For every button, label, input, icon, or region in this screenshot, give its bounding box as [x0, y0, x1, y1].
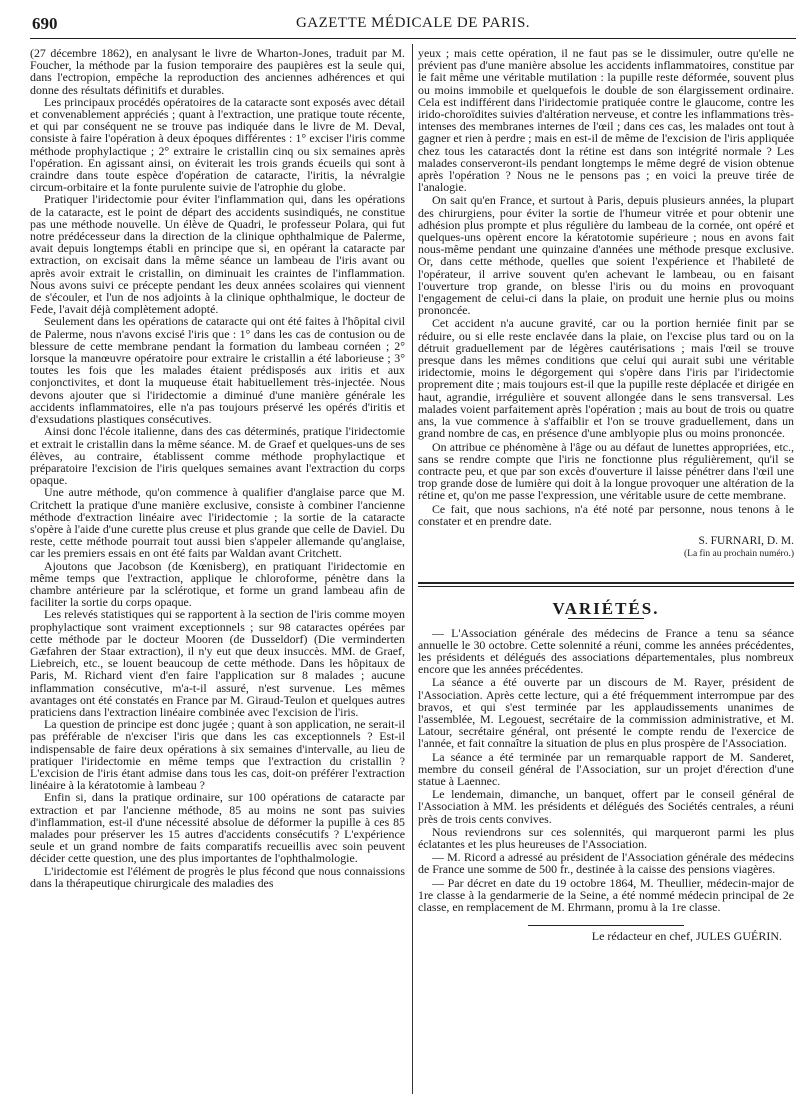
- paragraph: Pratiquer l'iridectomie pour éviter l'inflammation qui, dans les opérations de la cataracte, est le point de départ des accidents susindiqués, ne constitue pas une méthode nouvelle. Un élève de Quadri, le professeur Polara, qui fut notre prédécesseur dans la direction de la clinique ophthalmique de Palerme, avait depuis longtemps établi en principe que si, en opérant la cataracte par extraction, on excisait dans la même séance un lambeau de l'iris avant ou après avoir extrait le cristallin, on diminuait les craintes de l'inflammation. Nous avons suivi ce précepte pendant les deux années scolaires qui viennent de s'écouler, et l'un de nos adjoints à la clinique ophthalmique, le docteur de Fede, l'avait déjà complètement adopté.: [30, 192, 405, 317]
- paragraph: Le lendemain, dimanche, un banquet, offert par le conseil général de l'Association à MM. les présidents et délégués des Sociétés centrales, a réuni près de trois cents convives.: [418, 787, 794, 826]
- paragraph: yeux ; mais cette opération, il ne faut pas se le dissimuler, outre qu'elle ne prévient pas d'une manière absolue les accidents inflammatoires, constitue par le fait même une véritable mutilation : la pupille reste déformée, souvent plus ou moins immobile et quelquefois le double de son élargissement ordinaire. Cela est indifférent dans l'iridectomie pratiquée contre le glaucome, contre les irido-choroïdites suivies d'altération nerveuse, et contre les inflammations très-intenses des membranes internes de l'œil ; dans ces cas, les malades ont tout à gagner et rien à perdre ; mais en est-il de même de l'excision de l'iris appliquée chez tous les cataractés dont la rétine est dans son intégrité normale ? Les malades conserveront-ils pendant longtemps le même degré de vision obtenue après l'opération ? Nous ne le pensons pas ; en voici la preuve tirée de l'analogie.: [418, 47, 794, 195]
- paragraph: Ainsi donc l'école italienne, dans des cas déterminés, pratique l'iridectomie et extrait le cristallin dans la même séance. M. de Graef et quelques-uns de ses élèves, au contraire, établissent comme méthode prophylactique et préparatoire l'excision de l'iris quelques semaines avant l'extraction du corps opaque.: [30, 424, 405, 488]
- paragraph: L'iridectomie est l'élément de progrès le plus fécond que nous connaissions dans la thérapeutique chirurgicale des maladies des: [30, 863, 405, 890]
- paragraph: On sait qu'en France, et surtout à Paris, depuis plusieurs années, la plupart des chirurgiens, pour éviter la sortie de l'humeur vitrée et pour obtenir une adhésion plus prompte et plus régulière du lambeau de la cornée, ont opéré et quelques-uns opèrent encore la kératotomie supérieure ; nous en avons fait nous-même pendant une quinzaine d'années une méthode presque exclusive. Or, dans cette méthode, quelles que soient l'expérience et l'habileté de l'opérateur, il arrive souvent qu'en achevant le lambeau, ou en faisant l'ouverture trop grande, on blesse l'iris ou du moins en provoquant l'engagement de celui-ci dans la plaie, on produit une hernie plus ou moins prononcée.: [418, 193, 794, 318]
- page-header: [30, 14, 796, 39]
- paragraph: Nous reviendrons sur ces solennités, qui marqueront parmi les plus éclatantes et les plus heureuses de l'Association.: [418, 824, 794, 851]
- author-signature: S. FURNARI, D. M.: [698, 534, 794, 547]
- paragraph: — L'Association générale des médecins de France a tenu sa séance annuelle le 30 octobre. Cette solennité a réuni, comme les années précédentes, les présidents et délégués des associations départementales, plus nombreux encore que les années précédentes.: [418, 625, 794, 677]
- paragraph: La séance a été ouverte par un discours de M. Rayer, président de l'Association. Après cette lecture, qui a été fréquemment interrompue par des bravos, et qui s'est terminée par les applaudissements unanimes de l'assemblée, M. Legouest, secrétaire de la commission administrative, et M. Latour, secrétaire général, ont présenté le compte rendu de l'exercice de l'année, et fait connaître la situation de plus en plus prospère de l'Association.: [418, 675, 794, 751]
- paragraph: Cet accident n'a aucune gravité, car ou la portion herniée finit par se réduire, ou si elle reste enclavée dans la plaie, on l'excise plus tard ou on la détruit graduellement par de légères cautérisations ; mais l'œil se trouve presque dans les mêmes conditions que celui qui aurait subi une véritable iridectomie, moins le dégorgement qui s'opère dans l'iris par l'iridectomie proprement dite ; mais toujours est-il que la pupille reste déplacée et dirigée en haut, agrandie, irrégulière et souvent allongée dans le sens transversal. Les malades voient parfaitement après l'opération ; mais au bout de trois ou quatre ans, la vue commence à s'affaiblir et l'on se trouve graduellement, dans un grand nombre de cas, en présence d'une amblyopie plus ou moins prononcée.: [418, 316, 794, 441]
- left-column: [30, 47, 405, 1099]
- right-column: [418, 47, 794, 1099]
- paragraph: Ce fait, que nous sachions, n'a été noté par personne, nous tenons à le constater et en prendre date.: [418, 501, 794, 528]
- column-divider: [412, 44, 413, 1094]
- editor-line: Le rédacteur en chef, JULES GUÉRIN.: [591, 929, 782, 944]
- closing-rule: [528, 925, 684, 926]
- paragraph: Les principaux procédés opératoires de la cataracte sont exposés avec détail et convenablement appréciés ; quant à l'extraction, une pratique toute récente, et qui par conséquent ne se trouve pas indiquée dans le livre de M. Deval, consiste à faire l'opération à deux époques différentes : 1° exciser l'iris comme méthode prophylactique ; 2° extraire le cristallin cinq ou six semaines après l'opération. En agissant ainsi, on éviterait les trois grands écueils qui sont à craindre dans toute espèce d'opération de cataracte, l'iritis, la névralgie circum-orbitaire et la fonte purulente suivie de l'atrophie du globe.: [30, 94, 405, 195]
- paragraph: Seulement dans les opérations de cataracte qui ont été faites à l'hôpital civil de Palerme, nous n'avons excisé l'iris que : 1° dans les cas de contusion ou de blessure de cette membrane pendant la formation du lambeau cornéen ; 2° lorsque la manœuvre opératoire pour extraire le cristallin a été laborieuse ; 3° toutes les fois que les malades étaient prédisposés aux iritis et aux conjonctivites, et dont la muqueuse était habituellement très-injectée. Nous devons ajouter que si l'iridectomie a diminué d'une manière générale les accidents inflammatoires, elle n'a pas toujours préservé les opérés d'iritis et d'exsudations plastiques consécutives.: [30, 314, 405, 427]
- paragraph: Enfin si, dans la pratique ordinaire, sur 100 opérations de cataracte par extraction et par l'ancienne méthode, 85 au moins ne sont pas suivies d'inflammation, est-il d'une nécessité absolue de déformer la pupille à ces 85 malades pour préserver les 15 autres d'accidents consécutifs ? L'expérience seule et un grand nombre de faits comparatifs recueillis avec soin peuvent décider cette question, une des plus importantes de l'ophthalmologie.: [30, 790, 405, 866]
- paragraph: La séance a été terminée par un remarquable rapport de M. Sanderet, membre du conseil général de l'Association, sur un projet d'érection d'une statue à Laennec.: [418, 749, 794, 788]
- continuation-note: (La fin au prochain numéro.): [684, 549, 794, 560]
- paragraph: Les relevés statistiques qui se rapportent à la section de l'iris comme moyen prophylactique sont vraiment exceptionnels ; sur 98 cataractes opérées par cette méthode par le docteur Mooren (de Dusseldorf) (Die verminderten Gæfahren der Staar extraction), il n'y eut que deux insuccès. MM. de Graef, Liebreich, etc., se louent beaucoup de cette méthode. Dans les hôpitaux de Paris, M. Richard vient d'en faire l'application sur 8 malades ; aucune inflammation consécutive, m'a-t-il assuré, n'est survenue. Les mêmes avantages ont été constatés en France par M. Giraud-Teulon et quelques autres praticiens dans l'extraction linéaire combinée avec l'excision de l'iris.: [30, 607, 405, 719]
- paragraph: La question de principe est donc jugée ; quant à son application, ne serait-il pas préférable de n'exciser l'iris que dans les cas exceptionnels ? Est-il indispensable de faire deux opérations à six semaines d'intervalle, au lieu de pratiquer l'iridectomie en même temps que l'extraction du cristallin ? L'excision de l'iris étant admise dans tous les cas, doit-on préférer l'extraction linéaire à la kératotomie à lambeau ?: [30, 717, 405, 793]
- section-separator: [418, 582, 794, 587]
- paragraph: — M. Ricord a adressé au président de l'Association générale des médecins de France une somme de 500 fr., destinée à la caisse des pensions viagères.: [418, 850, 794, 877]
- paragraph: — Par décret en date du 19 octobre 1864, M. Theullier, médecin-major de 1re classe à la gendarmerie de la Seine, a été nommé médecin principal de 2e classe, en remplacement de M. Ehrmann, promu à la 1re classe.: [418, 875, 794, 914]
- section-title: VARIÉTÉS.: [552, 599, 660, 619]
- paragraph: On attribue ce phénomène à l'âge ou au défaut de lunettes appropriées, etc., sans se rendre compte que l'iris ne fonctionne plus régulièrement, qu'il se contracte peu, et que par son excès d'ouverture il laisse pénétrer dans l'œil une trop grande dose de lumière qui doit à la longue provoquer une altération de la rétine et, qu'on me passe l'expression, une véritable usure de cette membrane.: [418, 439, 794, 503]
- paragraph: Une autre méthode, qu'on commence à qualifier d'anglaise parce que M. Critchett la pratique d'une manière exclusive, consiste à combiner l'ancienne méthode d'extraction linéaire avec l'iridectomie ; la sortie de la cataracte s'opère à l'aide d'une curette plus creuse et plus grande que celle de Daviel. Du reste, cette méthode pourrait tout aussi bien s'appeler allemande qu'anglaise, car les premiers essais en ont été faits par Waldan avant Critchett.: [30, 485, 405, 561]
- journal-title: GAZETTE MÉDICALE DE PARIS.: [295, 15, 531, 31]
- page-number: 690: [32, 14, 58, 33]
- paragraph: (27 décembre 1862), en analysant le livre de Wharton-Jones, traduit par M. Foucher, la méthode par la fusion temporaire des paupières est la seule qui, dans l'ectropion, empêche la reproduction des anciennes adhérences et qui donne des résultats définitifs et durables.: [30, 47, 405, 97]
- paragraph: Ajoutons que Jacobson (de Kœnisberg), en pratiquant l'iridectomie en même temps que l'extraction, applique le chloroforme, pénètre dans la chambre antérieure par la sclérotique, et forme un grand lambeau afin de faciliter la sortie du corps opaque.: [30, 558, 405, 610]
